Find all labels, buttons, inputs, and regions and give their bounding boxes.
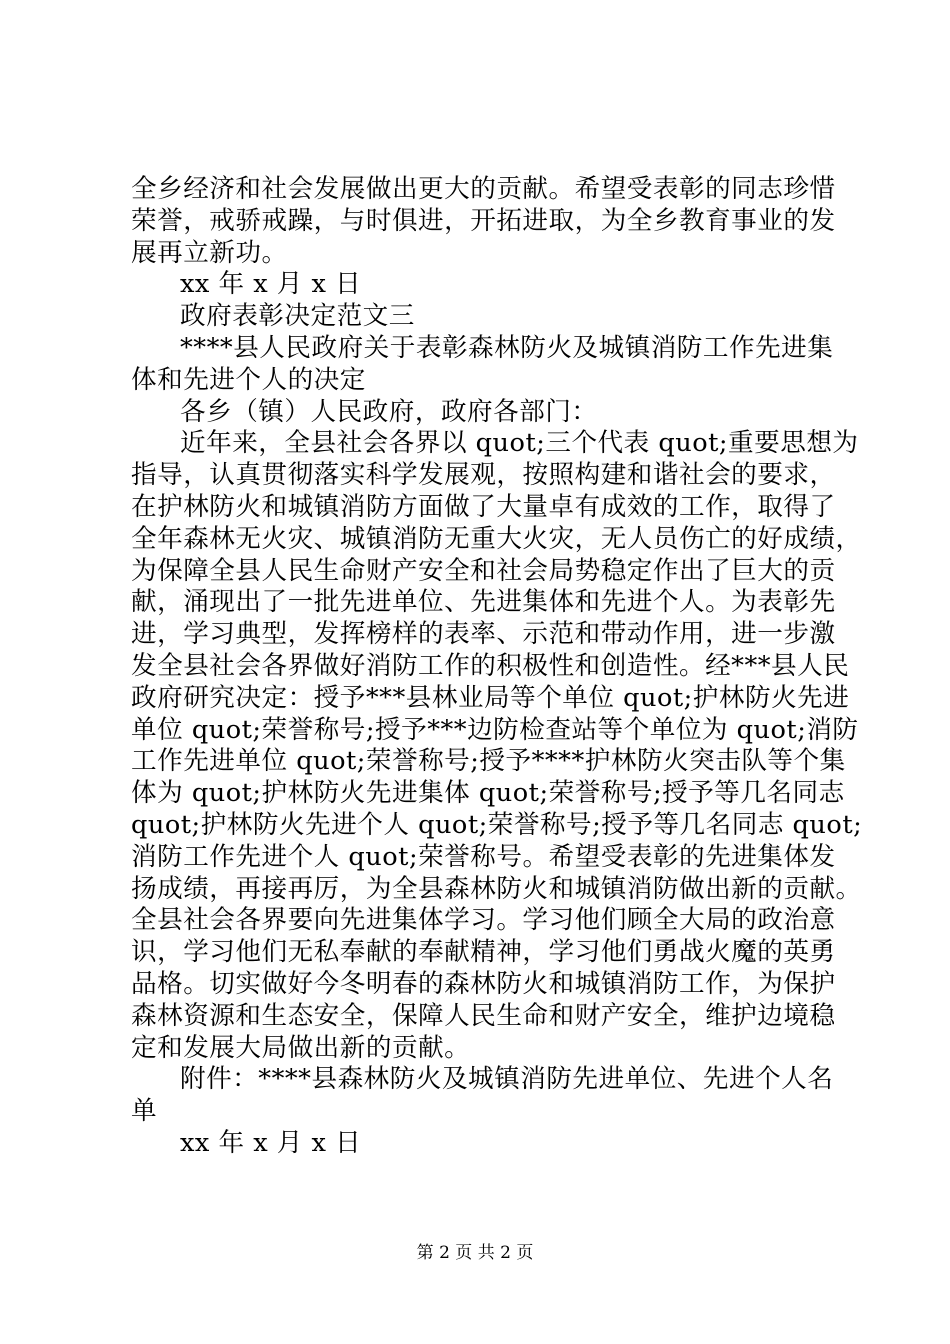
attachment-line-cont: 单 bbox=[131, 1096, 158, 1127]
text-line: 进，学习典型，发挥榜样的表率、示范和带动作用，进一步激 bbox=[131, 619, 836, 650]
page-footer bbox=[0, 1242, 950, 1264]
text-line: 展再立新功。 bbox=[131, 237, 288, 268]
decision-title: ****县人民政府关于表彰森林防火及城镇消防工作先进集 bbox=[180, 332, 834, 363]
text-line: 全县社会各界要向先进集体学习。学习他们顾全大局的政治意 bbox=[131, 905, 836, 936]
text-line: 政府研究决定：授予***县林业局等个单位 quot;护林防火先进 bbox=[131, 682, 850, 713]
text-line: 在护林防火和城镇消防方面做了大量卓有成效的工作，取得了 bbox=[131, 491, 836, 522]
date-line: xx 年 x 月 x 日 bbox=[180, 1127, 362, 1158]
text-line: 森林资源和生态安全，保障人民生命和财产安全，维护边境稳 bbox=[131, 1000, 836, 1031]
text-line: quot;护林防火先进个人 quot;荣誉称号;授予等几名同志 quot; bbox=[131, 809, 863, 840]
text-line: 荣誉，戒骄戒躁，与时俱进，开拓进取，为全乡教育事业的发 bbox=[131, 205, 836, 236]
text-line: 为保障全县人民生命财产安全和社会局势稳定作出了巨大的贡 bbox=[131, 555, 836, 586]
text-line: 全年森林无火灾、城镇消防无重大火灾，无人员伤亡的好成绩， bbox=[131, 523, 862, 554]
text-line: 发全县社会各界做好消防工作的积极性和创造性。经***县人民 bbox=[131, 650, 850, 681]
text-line: 指导，认真贯彻落实科学发展观，按照构建和谐社会的要求， bbox=[131, 460, 836, 491]
text-line: 识，学习他们无私奉献的奉献精神，学习他们勇战火魔的英勇 bbox=[131, 937, 836, 968]
text-line: 体为 quot;护林防火先进集体 quot;荣誉称号;授予等几名同志 bbox=[131, 778, 845, 809]
salutation: 各乡（镇）人民政府，政府各部门： bbox=[180, 396, 598, 427]
decision-title-cont: 体和先进个人的决定 bbox=[131, 364, 366, 395]
attachment-line: 附件：****县森林防火及城镇消防先进单位、先进个人名 bbox=[180, 1064, 834, 1095]
section-title: 政府表彰决定范文三 bbox=[180, 301, 415, 332]
date-line: xx 年 x 月 x 日 bbox=[180, 269, 362, 300]
text-line: 消防工作先进个人 quot;荣誉称号。希望受表彰的先进集体发 bbox=[131, 841, 836, 872]
text-line: 品格。切实做好今冬明春的森林防火和城镇消防工作，为保护 bbox=[131, 968, 836, 999]
page-number: 第 2 页 共 2 页 bbox=[416, 1243, 534, 1263]
text-line: 单位 quot;荣誉称号;授予***边防检查站等个单位为 quot;消防 bbox=[131, 714, 859, 745]
text-line: 扬成绩，再接再厉，为全县森林防火和城镇消防做出新的贡献。 bbox=[131, 873, 862, 904]
text-line: 工作先进单位 quot;荣誉称号;授予****护林防火突击队等个集 bbox=[131, 746, 846, 777]
text-line: 定和发展大局做出新的贡献。 bbox=[131, 1032, 471, 1063]
text-line: 献，涌现出了一批先进单位、先进集体和先进个人。为表彰先 bbox=[131, 587, 836, 618]
text-line: 全乡经济和社会发展做出更大的贡献。希望受表彰的同志珍惜 bbox=[131, 174, 836, 204]
text-line: 近年来，全县社会各界以 quot;三个代表 quot;重要思想为 bbox=[180, 428, 859, 459]
document-body bbox=[131, 174, 863, 1160]
